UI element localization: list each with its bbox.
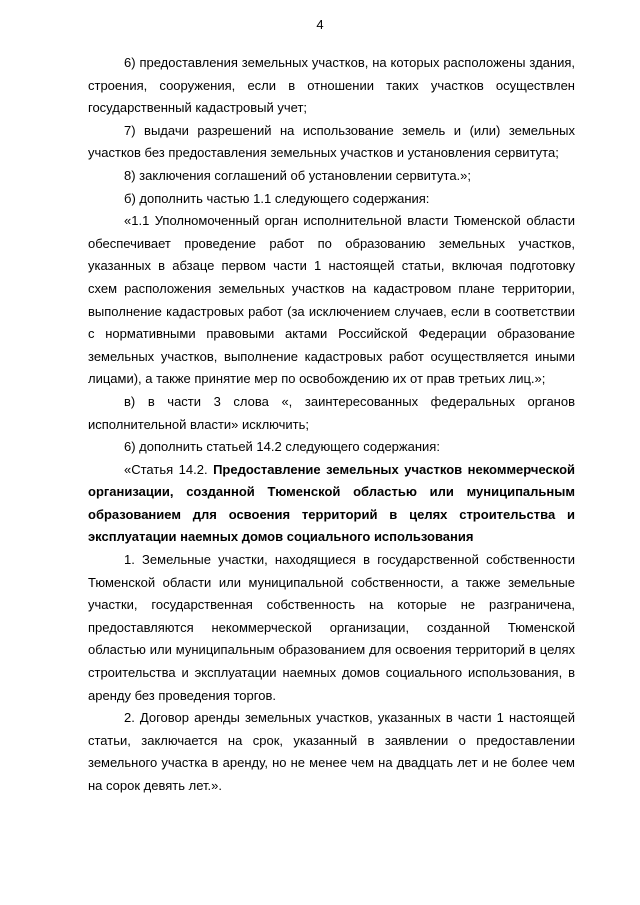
paragraph-amend-v: в) в части 3 слова «, заинтересованных федеральных органов исполнительной власти» исключить; xyxy=(88,393,575,432)
paragraph-amend-article: 6) дополнить статьей 14.2 следующего содержания: xyxy=(124,439,440,455)
page-number: 4 xyxy=(316,17,324,32)
article-prefix: «Статья 14.2. xyxy=(124,461,214,477)
paragraph-item-8: 8) заключения соглашений об установлении сервитута.»; xyxy=(124,167,472,183)
article-heading xyxy=(88,459,575,549)
document-body xyxy=(88,52,575,798)
article-paragraph-1: 1. Земельные участки, находящиеся в государственной собственности Тюменской области или муниципальной собственности, а также земельные участки, государственная собственность на которые не разграничена, предоставляются некоммерческой организации, созданной Тюменской областью или муниципальным образованием для освоения территорий в целях строительства и эксплуатации наемных домов социального использования, в аренду без проведения торгов. xyxy=(88,552,575,703)
paragraph-item-7: 7) выдачи разрешений на использование земель и (или) земельных участков без предоставления земельных участков и установления сервитута; xyxy=(88,122,575,161)
paragraph-item-6: 6) предоставления земельных участков, на которых расположены здания, строения, сооружения, если в отношении таких участков осуществлен государственный кадастровый учет; xyxy=(88,55,575,116)
article-paragraph-2: 2. Договор аренды земельных участков, указанных в части 1 настоящей статьи, заключается на срок, указанный в заявлении о предоставлении земельного участка в аренду, но не менее чем на двадцать лет и не более чем на сорок девять лет.». xyxy=(88,710,575,793)
paragraph-part-1-1: «1.1 Уполномоченный орган исполнительной власти Тюменской области обеспечивает проведение работ по образованию земельных участков, указанных в абзаце первом части 1 настоящей статьи, включая подготовку схем расположения земельных участков на кадастровом плане территории, выполнение кадастровых работ (за исключением случаев, если в соответствии с нормативными правовыми актами Российской Федерации образование земельных участков, выполнение кадастровых работ осуществляется иными лицами), а также принятие мер по освобождению их от прав третьих лиц.»; xyxy=(88,213,575,387)
paragraph-amend-b: б) дополнить частью 1.1 следующего содержания: xyxy=(124,190,430,206)
article-title: Предоставление земельных участков некоммерческой организации, созданной Тюменской областью или муниципальным образованием для освоения территорий в целях строительства и эксплуатации наемных домов социального использования xyxy=(88,461,576,545)
